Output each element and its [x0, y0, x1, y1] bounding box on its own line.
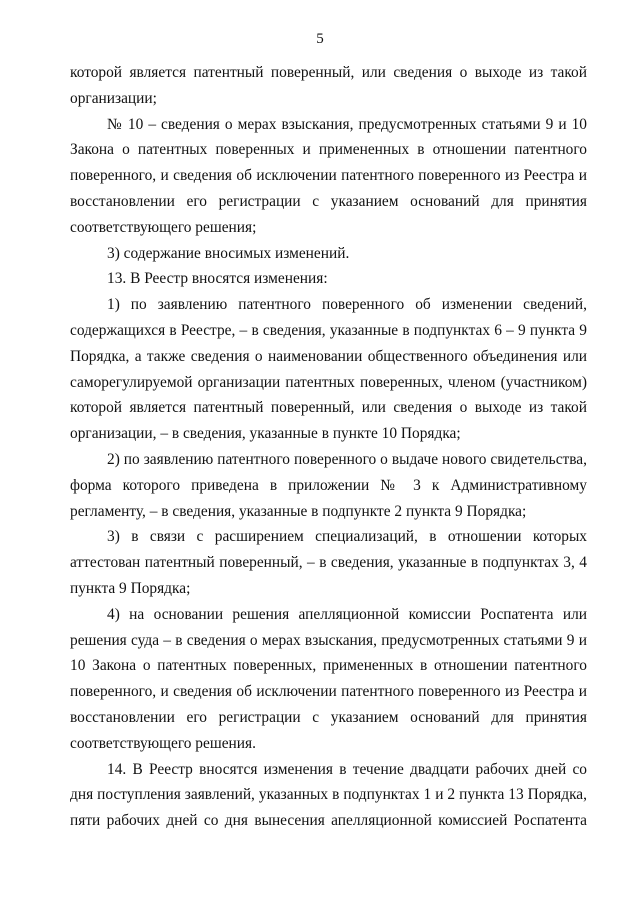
paragraph-clause-13: 13. В Реестр вносятся изменения: — [107, 270, 328, 288]
page-number: 5 — [316, 31, 324, 47]
paragraph-organization-continuation: которой является патентный поверенный, или сведения о выходе из такой организации; — [70, 64, 587, 107]
paragraph-clause-13-item-1: 1) по заявлению патентного поверенного об изменении сведений, содержащихся в Реестре, – в сведения, указанные в подпунктах 6 – 9 пункта 9 Порядка, а также сведения о наименовании общественного объединения или саморегулируемой организации патентных поверенных, членом (участником) которой является патентный поверенный, или сведения о выходе из такой организации, – в сведения, указанные в пункте 10 Порядка; — [70, 296, 587, 443]
paragraph-clause-13-item-3: 3) в связи с расширением специализаций, в отношении которых аттестован патентный поверенный, – в сведения, указанные в подпунктах 3, 4 пункта 9 Порядка; — [70, 528, 587, 597]
document-body — [70, 60, 587, 834]
paragraph-item-10: № 10 – сведения о мерах взыскания, предусмотренных статьями 9 и 10 Закона о патентных поверенных и примененных в отношении патентного поверенного, и сведения об исключении патентного поверенного из Реестра и восстановлении его регистрации с указанием оснований для принятия соответствующего решения; — [70, 115, 587, 236]
paragraph-clause-14: 14. В Реестр вносятся изменения в течение двадцати рабочих дней со дня поступления заявлений, указанных в подпунктах 1 и 2 пункта 13 Порядка, пяти рабочих дней со дня вынесения апелляционной комиссией Роспатента — [70, 760, 587, 830]
paragraph-subitem-3-content: 3) содержание вносимых изменений. — [107, 244, 350, 262]
paragraph-clause-13-item-4: 4) на основании решения апелляционной комиссии Роспатента или решения суда – в сведения о мерах взыскания, предусмотренных статьями 9 и 10 Закона о патентных поверенных, примененных в отношении патентного поверенного, и сведения об исключении патентного поверенного из Реестра и восстановлении его регистрации с указанием оснований для принятия соответствующего решения. — [70, 605, 587, 752]
paragraph-clause-13-item-2: 2) по заявлению патентного поверенного о выдаче нового свидетельства, форма которого приведена в приложении № 3 к Административному регламенту, – в сведения, указанные в подпункте 2 пункта 9 Порядка; — [70, 450, 587, 520]
